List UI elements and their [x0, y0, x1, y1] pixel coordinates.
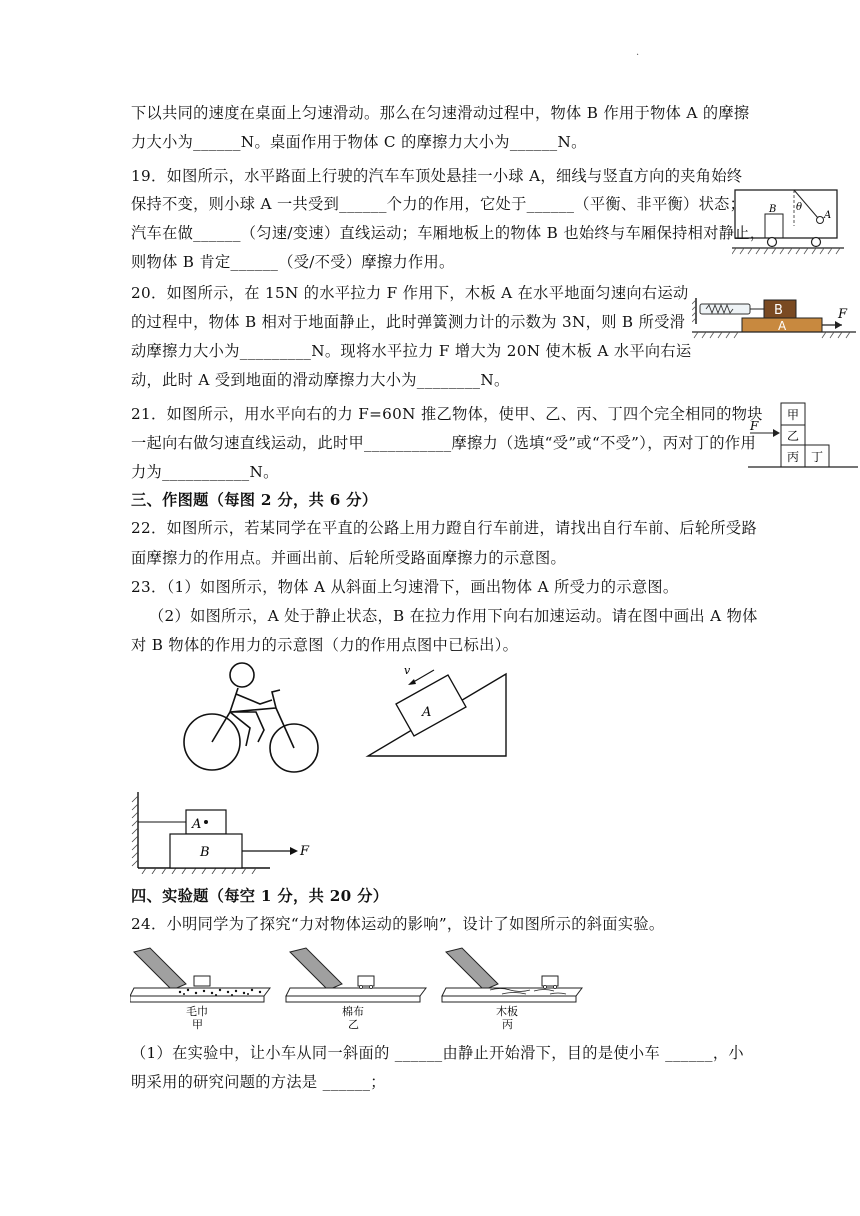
- text-line: 下以共同的速度在桌面上匀速滑动。那么在匀速滑动过程中，物体 B 作用于物体 A 的摩擦: [131, 104, 750, 122]
- label-a: A: [422, 705, 432, 720]
- text-line: 的过程中，物体 B 相对于地面静止，此时弹簧测力计的示数为 3N，则 B 所受滑: [131, 313, 686, 331]
- label-b: B: [769, 204, 777, 215]
- text-line: 力为___________N。: [131, 463, 279, 481]
- question-20: 20．如图所示，在 15N 的水平拉力 F 作用下，木板 A 在水平地面匀速向右运动: [131, 284, 689, 302]
- question-24: 24．小明同学为了探究“力对物体运动的影响”，设计了如图所示的斜面实验。: [131, 915, 665, 933]
- section-heading-drawing: 三、作图题（每图 2 分，共 6 分）: [131, 491, 378, 509]
- label-f: F: [300, 844, 310, 859]
- surfaces-experiment-figure: [130, 944, 590, 1030]
- wall-blocks-figure: [130, 790, 326, 874]
- text-line: 动摩擦力大小为_________N。现将水平拉力 F 增大为 20N 使木板 A 水平向右运: [131, 342, 692, 360]
- incline-figure: [364, 660, 510, 760]
- surface-panel-towel: [130, 948, 270, 1030]
- surface-tag: 丙: [502, 1018, 513, 1030]
- label-a: A: [192, 817, 202, 832]
- label-a: A: [778, 319, 787, 333]
- label-f: F: [838, 307, 848, 322]
- four-blocks-figure: [748, 400, 858, 474]
- text-line: 面摩擦力的作用点。并画出前、后轮所受路面摩擦力的示意图。: [131, 549, 567, 567]
- text-line: 则物体 B 肯定______（受/不受）摩擦力作用。: [131, 253, 455, 271]
- text-line: 保持不变，则小球 A 一共受到______个力的作用，它处于______（平衡、非平衡）状态；: [131, 195, 746, 213]
- block-bing: 丙: [787, 450, 800, 464]
- text-line: 汽车在做______（匀速/变速）直线运动；车厢地板上的物体 B 也始终与车厢保持相对静止，: [131, 224, 766, 242]
- label-b: B: [200, 845, 210, 860]
- surface-name: 毛巾: [186, 1005, 208, 1018]
- section-heading-experiment: 四、实验题（每空 1 分，共 20 分）: [131, 887, 389, 905]
- text-line: 力大小为______N。桌面作用于物体 C 的摩擦力大小为______N。: [131, 133, 587, 151]
- question-23: 23．（1）如图所示，物体 A 从斜面上匀速滑下，画出物体 A 所受力的示意图。: [131, 578, 679, 596]
- surface-name: 木板: [496, 1005, 518, 1018]
- block-yi: 乙: [787, 429, 800, 443]
- label-v: v: [404, 664, 411, 677]
- surface-panel-wood: [442, 948, 582, 1030]
- question-21: 21．如图所示，用水平向右的力 F=60N 推乙物体，使甲、乙、丙、丁四个完全相同的物块: [131, 405, 763, 423]
- surface-tag: 甲: [192, 1018, 203, 1030]
- block-ding: 丁: [811, 450, 824, 464]
- text-line: 动，此时 A 受到地面的滑动摩擦力大小为________N。: [131, 371, 510, 389]
- text-line: （2）如图所示，A 处于静止状态，B 在拉力作用下向右加速运动。请在图中画出 A 物体: [149, 607, 758, 625]
- surface-tag: 乙: [348, 1018, 359, 1030]
- header-mark: ·: [636, 50, 640, 61]
- text-line: 对 B 物体的作用力的示意图（力的作用点图中已标出）。: [131, 636, 519, 654]
- label-f: F: [750, 419, 759, 433]
- question-22: 22．如图所示，若某同学在平直的公路上用力蹬自行车前进，请找出自行车前、后轮所受路: [131, 519, 757, 537]
- surface-panel-cotton: [286, 948, 426, 1030]
- surface-name: 棉布: [342, 1005, 364, 1018]
- car-figure: [732, 184, 844, 258]
- bicycle-figure: [180, 660, 326, 780]
- text-line: （1）在实验中，让小车从同一斜面的 ______由静止开始滑下，目的是使小车 ______，小: [131, 1044, 744, 1062]
- label-b: B: [774, 303, 783, 318]
- question-19: 19．如图所示，水平路面上行驶的汽车车顶处悬挂一小球 A，细线与竖直方向的夹角始终: [131, 167, 743, 185]
- text-line: 明采用的研究问题的方法是 ______；: [131, 1073, 386, 1091]
- spring-scale-figure: [692, 294, 856, 340]
- label-theta: θ: [796, 202, 803, 213]
- text-line: 一起向右做匀速直线运动，此时甲___________摩擦力（选填“受”或“不受”），丙对丁的作用: [131, 434, 756, 452]
- label-a: A: [824, 210, 832, 221]
- block-jia: 甲: [787, 408, 800, 422]
